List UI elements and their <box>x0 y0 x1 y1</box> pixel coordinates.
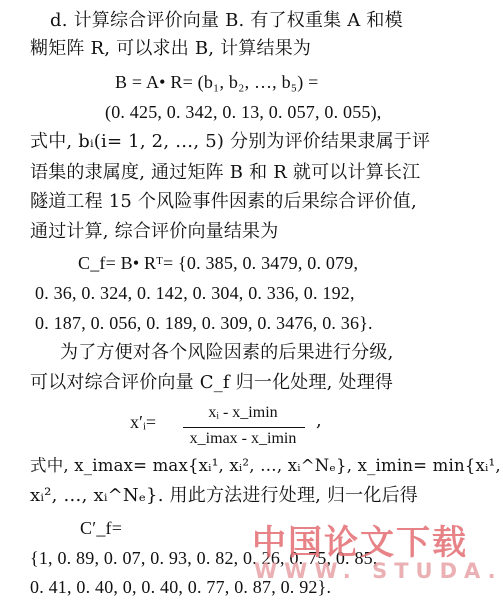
explanation-line-2: 语集的隶属度, 通过矩阵 B 和 R 就可以计算长江 <box>30 162 421 183</box>
result-line-1: {1, 0. 89, 0. 07, 0. 93, 0. 82, 0. 26, 0. 75, 0. 85, <box>30 548 378 568</box>
formula-comma: , <box>316 410 322 431</box>
equation-c-line-3: 0. 187, 0. 056, 0. 189, 0. 309, 0. 3476, 0. 36}. <box>35 313 373 333</box>
paragraph-d-line-1: d. 计算综合评价向量 B. 有了权重集 A 和模 <box>50 10 403 31</box>
fraction-numerator: xᵢ - x_imin <box>208 404 278 421</box>
paragraph-d-line-2: 糊矩阵 R, 可以求出 B, 计算结果为 <box>30 38 312 59</box>
equation-c-line-2: 0. 36, 0. 324, 0. 142, 0. 304, 0. 336, 0. 192, <box>35 283 355 303</box>
definitions-line-2: xᵢ², …, xᵢ^Nₑ}. 用此方法进行处理, 归一化后得 <box>30 485 418 506</box>
normalization-line-1: 为了方便对各个风险因素的后果进行分级, <box>60 342 394 363</box>
formula-lhs: x′ᵢ= <box>130 412 157 432</box>
explanation-line-3: 隧道工程 15 个风险事件因素的后果综合评价值, <box>30 191 417 212</box>
watermark-chinese-text: 中国论文下载 <box>252 523 468 563</box>
explanation-line-1: 式中, bᵢ(i= 1, 2, …, 5) 分别为评价结果隶属于评 <box>30 131 431 152</box>
watermark-english-text: WWW. STUDA. <box>254 559 503 583</box>
equation-c-line-1: C_f= B• Rᵀ= {0. 385, 0. 3479, 0. 079, <box>78 253 359 273</box>
fraction-bar <box>183 427 305 428</box>
definitions-line-1: 式中, x_imax= max{xᵢ¹, xᵢ², …, xᵢ^Nₑ}, x_imin= min{xᵢ¹, <box>30 456 501 475</box>
normalization-line-2: 可以对综合评价向量 C_f 归一化处理, 处理得 <box>30 372 394 393</box>
result-line-2: 0. 41, 0. 40, 0, 0. 40, 0. 77, 0. 87, 0. 92}. <box>30 577 332 597</box>
result-label: C′_f= <box>80 518 123 538</box>
equation-b-line-1: B = A• R= (b₁, b₂, …, b₅) = <box>115 72 319 92</box>
fraction-denominator: x_imax - x_imin <box>189 430 297 447</box>
explanation-line-4: 通过计算, 综合评价向量结果为 <box>30 221 279 242</box>
equation-b-line-2: (0. 425, 0. 342, 0. 13, 0. 057, 0. 055), <box>105 102 382 122</box>
